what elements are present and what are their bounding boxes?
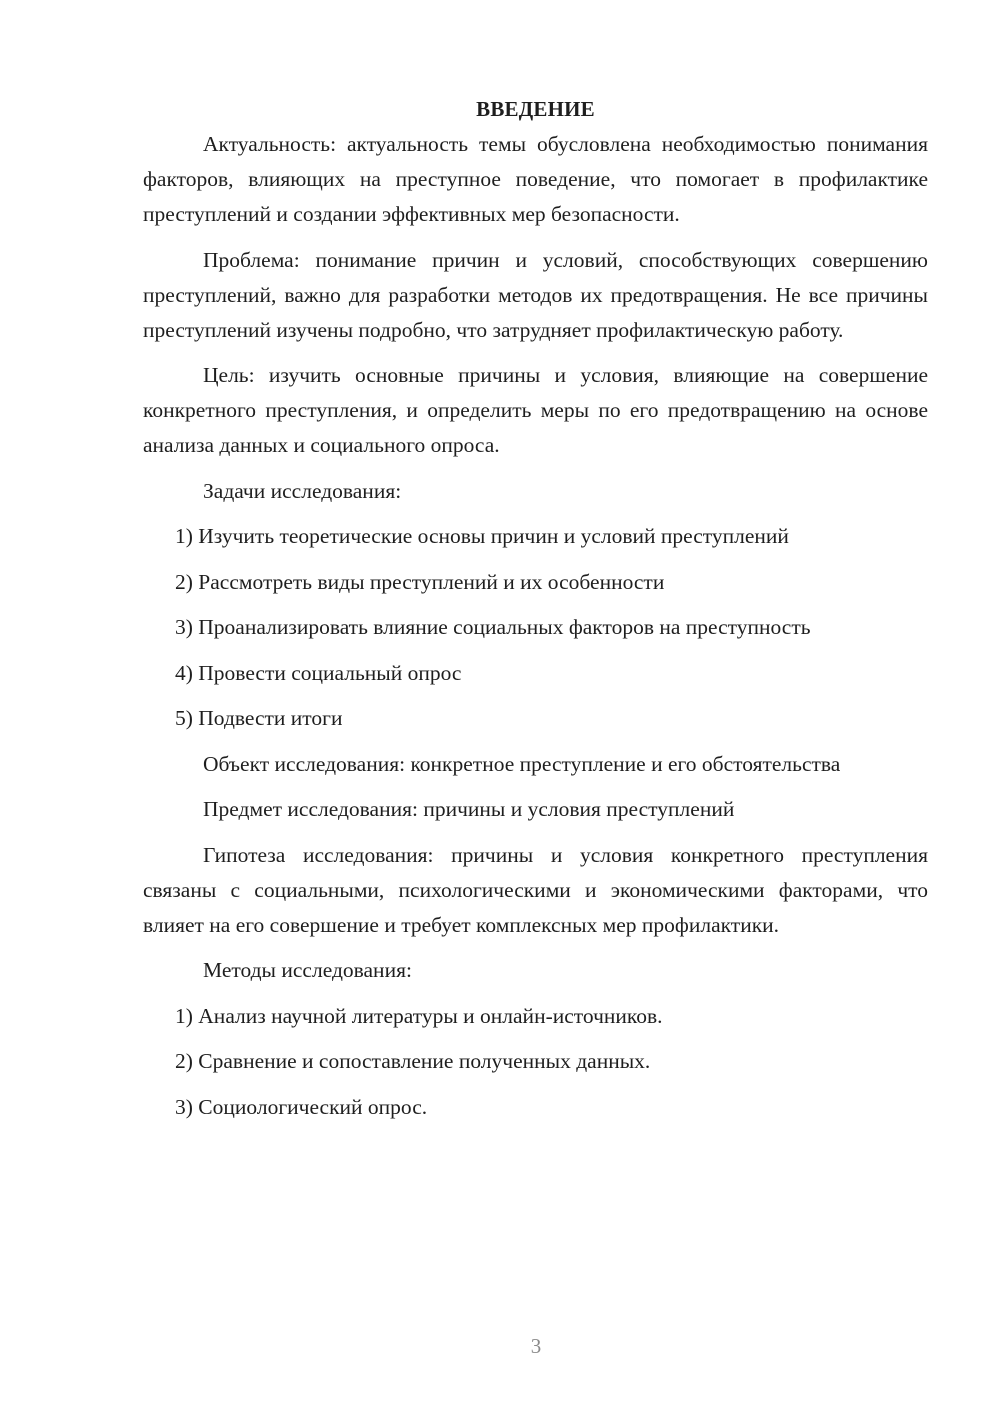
method-item: 2) Сравнение и сопоставление полученных данных.: [175, 1049, 651, 1073]
page-number: 3: [530, 1334, 542, 1358]
object-paragraph: Объект исследования: конкретное преступление и его обстоятельства: [203, 751, 841, 776]
task-item: 5) Подвести итоги: [175, 706, 343, 730]
problem-paragraph: Проблема: понимание причин и условий, способствующих совершению преступлений, важно для разработки методов их предотвращения. Не все причины преступлений изучены подробно, что затрудняет профилактическую работу.: [143, 247, 928, 342]
methods-heading: Методы исследования:: [203, 958, 412, 982]
hypothesis-paragraph: Гипотеза исследования: причины и условия конкретного преступления связаны с социальными, психологическими и экономическими факторами, что влияет на его совершение и требует комплексных мер профилактики.: [143, 842, 928, 937]
task-item: 3) Проанализировать влияние социальных факторов на преступность: [175, 615, 811, 639]
task-item: 1) Изучить теоретические основы причин и условий преступлений: [175, 524, 789, 548]
methods-list: [143, 999, 928, 1125]
tasks-heading: Задачи исследования:: [203, 478, 402, 503]
task-item: 2) Рассмотреть виды преступлений и их особенности: [175, 569, 665, 594]
relevance-paragraph: Актуальность: актуальность темы обусловлена необходимостью понимания факторов, влияющих на преступное поведение, что помогает в профилактике преступлений и создании эффективных мер безопасности.: [143, 132, 928, 226]
goal-paragraph: Цель: изучить основные причины и условия, влияющие на совершение конкретного преступления, и определить меры по его предотвращению на основе анализа данных и социального опроса.: [143, 363, 928, 457]
method-item: 3) Социологический опрос.: [175, 1094, 428, 1119]
subject-paragraph: Предмет исследования: причины и условия преступлений: [203, 797, 735, 821]
method-item: 1) Анализ научной литературы и онлайн-источников.: [175, 1003, 663, 1028]
document-page: [143, 92, 928, 1135]
section-heading: ВВЕДЕНИЕ: [476, 97, 595, 121]
task-item: 4) Провести социальный опрос: [175, 660, 462, 685]
tasks-list: [143, 519, 928, 736]
